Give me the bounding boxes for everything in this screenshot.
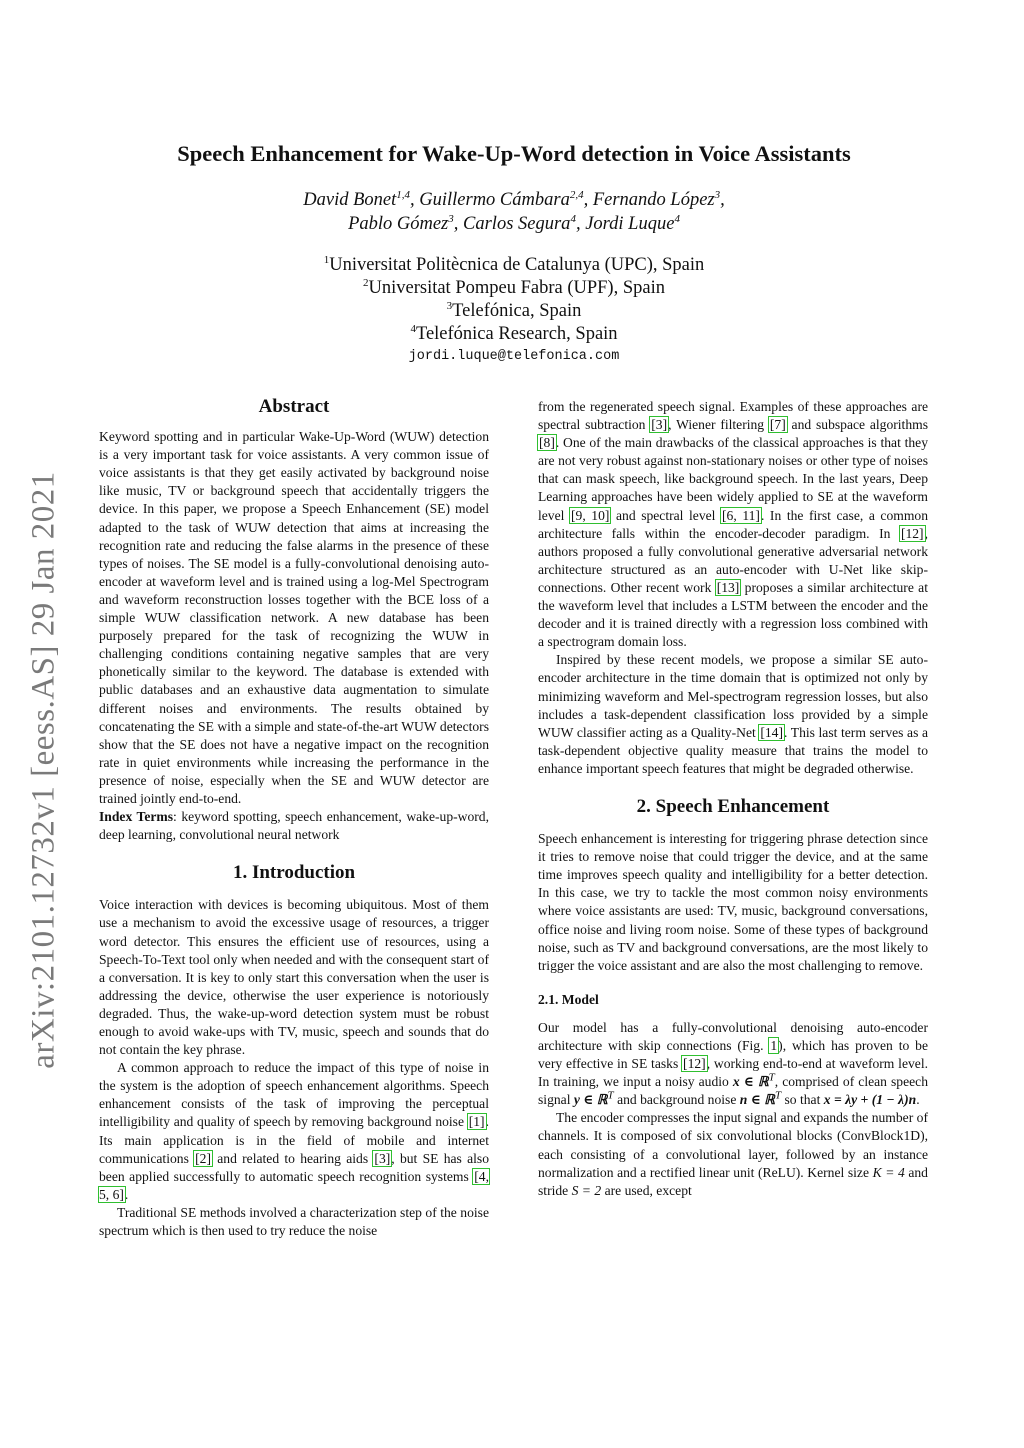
affiliation [100,254,928,277]
math-expression: K = 4 [872,1164,905,1180]
index-terms-label: Index Terms [99,809,174,825]
text-run: are used, except [601,1182,692,1198]
model-paragraph-1 [538,1019,928,1109]
text-run: and background noise [613,1092,740,1108]
author-affil-sup: 4 [570,212,576,225]
subsection-2-1-heading: 2.1. Model [538,991,599,1007]
contact-email: jordi.luque@telefonica.com [408,349,620,364]
citation-link[interactable]: [9, 10] [571,507,610,523]
author-affil-sup: 4 [674,212,680,225]
math-sup: T [774,1089,782,1102]
author-name: Jordi Luque [585,214,675,234]
author-affil-sup: 3 [714,188,721,201]
math-expression: n ∈ ℝ [739,1092,775,1108]
text-run: . [916,1092,920,1108]
affiliation-text: Universitat Politècnica de Catalunya (UPC), Spain [329,255,705,275]
author-name: Fernando López [592,190,715,210]
math-expression: y ∈ ℝ [573,1092,608,1108]
author-separator: , [720,190,725,210]
author-affil-sup: 3 [448,212,454,225]
citation-link[interactable]: [12] [683,1056,706,1072]
left-column [99,398,489,1240]
affiliation-sup: 3 [446,299,453,312]
author-affil-sup: 1,4 [396,188,410,201]
author-separator: , [410,190,420,210]
text-run: so that [781,1092,824,1108]
author-line-2 [100,212,928,236]
abstract-text: Keyword spotting and in particular Wake-Up-Word (WUW) detection is a very important task for voice assistants. A very common issue of voice assistants is that they get easily activated by background noise like music, TV or background speech that accidentally triggers the device. In this paper, we propose a Speech Enhancement (SE) model adapted to the task of WUW detection that aims at increasing the recognition rate and reducing the false alarms in the presence of these types of noises. The SE model is a fully-convolutional denoising auto-encoder at waveform level and is trained using a log-Mel Spectrogram and waveform reconstruction losses together with the BCE loss of a simple WUW classification network. A new database has been purposely prepared for the task of recognizing the WUW in challenging conditions containing negative samples that are very phonetically similar to the keyword. The database is extended with public databases and an exhaustive data augmentation to simulate different noises and environments. The results obtained by concatenating the SE with a simple and state-of-the-art WUW detectors show that the SE does not have a negative impact on the recognition rate in quiet environments while increasing the performance in the presence of noise, especially when the SE and WUW detector are trained jointly end-to-end. [99,429,489,806]
text-run: The encoder compresses the input signal and expands the number of channels. It is composed of six convolutional blocks (ConvBlock1D), each consisting of a convolutional layer, followed by an instance normalization and a rectified linear unit (ReLU). Kernel size [538,1110,928,1180]
text-run: , working end-to-end at waveform level. In training, we input a noisy audio [538,1056,928,1090]
text-run: . In the first case, a common architecture falls within the encoder-decoder paradigm. In [538,507,928,541]
citation-link[interactable]: [3] [651,417,668,433]
text-run: A common approach to reduce the impact of this type of noise in the system is the adoption of speech enhancement algorithms. Speech enhancement consists of the task of improving the perceptual intelligibility and quality of speech by removing background noise [99,1060,489,1130]
affiliation-sup: 4 [410,322,416,335]
author-name: Pablo Gómez [348,214,449,234]
text-run: , but SE has also been applied successfully to automatic speech recognition systems [99,1150,489,1184]
right-paragraph-1 [538,398,928,651]
affiliation-sup: 2 [363,276,369,289]
citation-link[interactable]: [2] [195,1150,211,1166]
arxiv-identifier: arXiv:2101.12732v1 [eess.AS] 29 Jan 2021 [25,471,62,1069]
text-run: , authors proposed a fully convolutional generative adversarial network architecture structured as an auto-encoder with U-Net like skip-connections. Other recent work [538,525,928,595]
paper-title: Speech Enhancement for Wake-Up-Word detection in Voice Assistants [177,141,851,166]
text-run: and subspace algorithms [786,417,928,433]
text-run: . Its main application is in the field of mobile and internet communications [99,1114,489,1166]
math-sup: T [768,1071,775,1084]
figure-link[interactable]: 1 [770,1038,778,1053]
text-run: , Wiener filtering [668,417,769,433]
text-run: and stride [538,1164,928,1198]
text-run: ), which has proven to be very effective in SE tasks [538,1038,928,1072]
text-run: and related to hearing aids [211,1150,374,1166]
text-run: . One of the main drawbacks of the classical approaches is that they are not very robust against non-stationary noises or other type of noises that can mask speech, like background speech. In the last years, Deep Learning approaches have been widely applied to SE at the waveform level [538,435,928,523]
math-sup: T [607,1089,614,1102]
math-expression: x = λy + (1 − λ)n [823,1092,917,1108]
author-name: David Bonet [303,190,397,210]
abstract-heading: Abstract [258,396,330,417]
author-separator: , [575,214,586,234]
intro-heading: 1. Introduction [232,862,356,884]
affiliation-sup: 1 [323,253,330,266]
affiliation [100,277,928,300]
author-name: Carlos Segura [463,214,571,234]
author-line-1 [100,188,928,212]
text-run: . This last term serves as a task-dependent objective quality measure that trains the model to enhance important speech features that might be degraded otherwise. [538,724,928,776]
affiliation-block [100,254,928,368]
text-run: proposes a similar architecture at the waveform level that includes a LSTM between the encoder and the decoder and it is trained directly with a regression loss combined with a spectrogram domain loss. [538,579,928,650]
text-run: Our model has a fully-convolutional denoising auto-encoder architecture with skip connections (Fig. [538,1019,928,1053]
citation-link[interactable]: [12] [900,525,924,541]
author-affil-sup: 2,4 [569,188,584,201]
intro-paragraph-2 [99,1059,489,1204]
citation-link[interactable]: [6, 11] [722,507,760,523]
author-separator: , [453,214,464,234]
model-paragraph-2 [538,1109,928,1199]
affiliation-text: Universitat Pompeu Fabra (UPF), Spain [368,278,665,298]
text-run: and spectral level [610,507,722,523]
text-run: Inspired by these recent models, we propose a similar SE auto-encoder architecture in the time domain that is optimized not only by minimizing waveform and Mel-spectrogram regression losses, but also includes a task-dependent classification loss provided by a simple WUW classifier acting as a Quality-Net [538,652,928,740]
affiliation-text: Telefónica Research, Spain [415,324,618,344]
citation-link[interactable]: [3] [374,1150,391,1166]
right-paragraph-2 [538,651,928,778]
right-column [538,398,928,1200]
citation-link[interactable]: [7] [769,417,786,433]
citation-link[interactable]: [13] [716,579,740,595]
text-run: . [124,1186,129,1202]
text-run: from the regenerated speech signal. Examples of these approaches are spectral subtraction [538,399,928,433]
math-expression: x ∈ ℝ [732,1074,769,1090]
math-expression: S = 2 [571,1182,602,1198]
citation-link[interactable]: [4, 5, 6] [99,1168,489,1202]
intro-paragraph-3: Traditional SE methods involved a characterization step of the noise spectrum which is then used to try reduce the noise [99,1204,489,1239]
text-run: , comprised of clean speech signal [538,1074,928,1108]
author-name: Guillermo Cámbara [419,190,570,210]
index-terms-text: : keyword spotting, speech enhancement, wake-up-word, deep learning, convolutional neural network [99,809,489,843]
affiliation-text: Telefónica, Spain [452,301,582,321]
index-terms [99,808,489,844]
citation-link[interactable]: [14] [760,724,784,740]
affiliation [100,323,928,346]
affiliation [100,300,928,323]
section-2-heading: 2. Speech Enhancement [636,795,830,817]
citation-link[interactable]: [1] [468,1114,485,1130]
author-list [100,188,928,236]
citation-link[interactable]: [8] [539,435,555,451]
arxiv-sidebar-stamp [22,450,66,1090]
author-separator: , [583,190,593,210]
section-2-paragraph: Speech enhancement is interesting for triggering phrase detection since it tries to remove noise that could trigger the device, and at the same time improves speech quality and intelligibility for a better detection. In this case, we try to tackle the most common noisy environments where voice assistants are used: TV, music, background conversations, office noise and living room noise. Some of these types of background noise, such as TV and background conversations, are the most likely to trigger the voice assistant and are also the most challenging to remove. [538,831,928,973]
intro-paragraph-1: Voice interaction with devices is becoming ubiquitous. Most of them use a mechanism to avoid the excessive usage of resources, a trigger word detector. This ensures the efficient use of resources, using a Speech-To-Text tool only when needed and with the consequent start of a conversation. It is key to only start this conversation when the user is addressing the device, otherwise the user experience is notoriously degraded. Thus, the wake-up-word detection system must be robust enough to avoid wake-ups with TV, music, speech and sounds that do not contain the key phrase. [99,897,489,1058]
